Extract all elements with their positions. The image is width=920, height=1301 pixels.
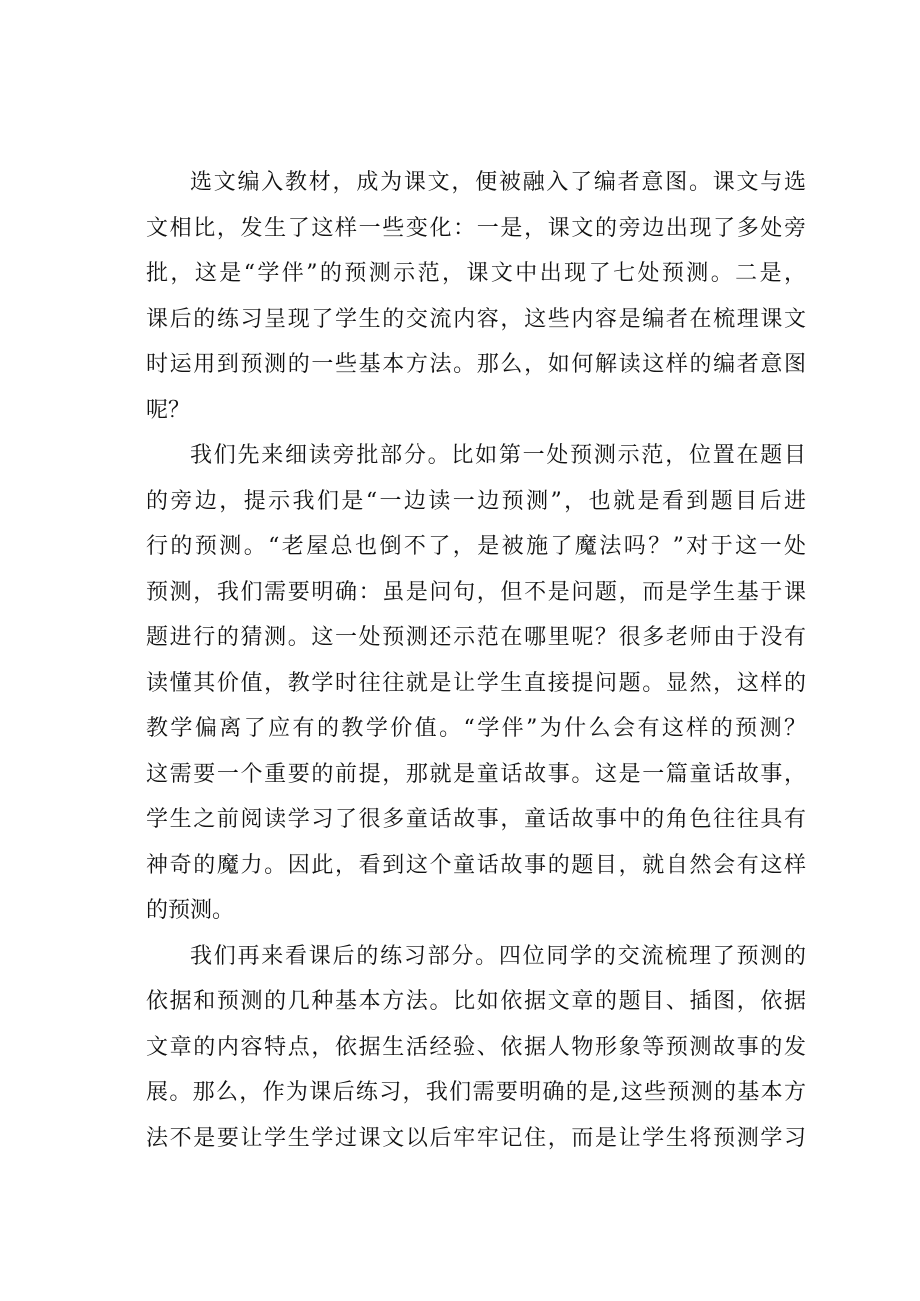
text-line: 教学偏离了应有的教学价值。“学伴”为什么会有这样的预测？ (146, 716, 806, 741)
paragraph (146, 433, 806, 934)
text-line: 神奇的魔力。因此，看到这个童话故事的题目，就自然会有这样 (146, 852, 806, 878)
paragraph (146, 160, 806, 433)
text-line: 展。那么，作为课后练习，我们需要明确的是,这些预测的基本方 (146, 1080, 806, 1105)
text-line: 学生之前阅读学习了很多童话故事，童话故事中的角色往往具有 (146, 807, 806, 832)
text-line: 预测，我们需要明确：虽是问句，但不是问题，而是学生基于课 (146, 579, 806, 605)
text-line: 这需要一个重要的前提，那就是童话故事。这是一篇童话故事， (146, 761, 806, 787)
text-line: 题进行的猜测。这一处预测还示范在哪里呢？很多老师由于没有 (146, 625, 806, 650)
document-body (146, 160, 806, 1161)
text-line: 我们再来看课后的练习部分。四位同学的交流梳理了预测的 (190, 943, 806, 969)
text-line: 文相比，发生了这样一些变化：一是，课文的旁边出现了多处旁 (146, 215, 806, 241)
text-line: 批，这是“学伴”的预测示范，课文中出现了七处预测。二是， (146, 261, 806, 286)
text-line: 课后的练习呈现了学生的交流内容，这些内容是编者在梳理课文 (146, 306, 806, 332)
text-line: 的旁边，提示我们是“一边读一边预测”，也就是看到题目后进 (146, 488, 806, 514)
text-line: 选文编入教材，成为课文，便被融入了编者意图。课文与选 (190, 170, 806, 195)
text-line: 行的预测。“老屋总也倒不了，是被施了魔法吗？”对于这一处 (146, 534, 806, 559)
text-line: 呢？ (146, 397, 191, 423)
text-line: 时运用到预测的一些基本方法。那么，如何解读这样的编者意图 (146, 352, 806, 377)
text-line: 文章的内容特点，依据生活经验、依据人物形象等预测故事的发 (146, 1034, 806, 1060)
text-line: 的预测。 (146, 898, 235, 923)
paragraph (146, 934, 806, 1162)
text-line: 依据和预测的几种基本方法。比如依据文章的题目、插图，依据 (146, 989, 806, 1014)
text-line: 法不是要让学生学过课文以后牢牢记住，而是让学生将预测学习 (146, 1125, 806, 1151)
text-line: 我们先来细读旁批部分。比如第一处预测示范，位置在题目 (190, 443, 806, 468)
text-line: 读懂其价值，教学时往往就是让学生直接提问题。显然，这样的 (146, 670, 806, 696)
